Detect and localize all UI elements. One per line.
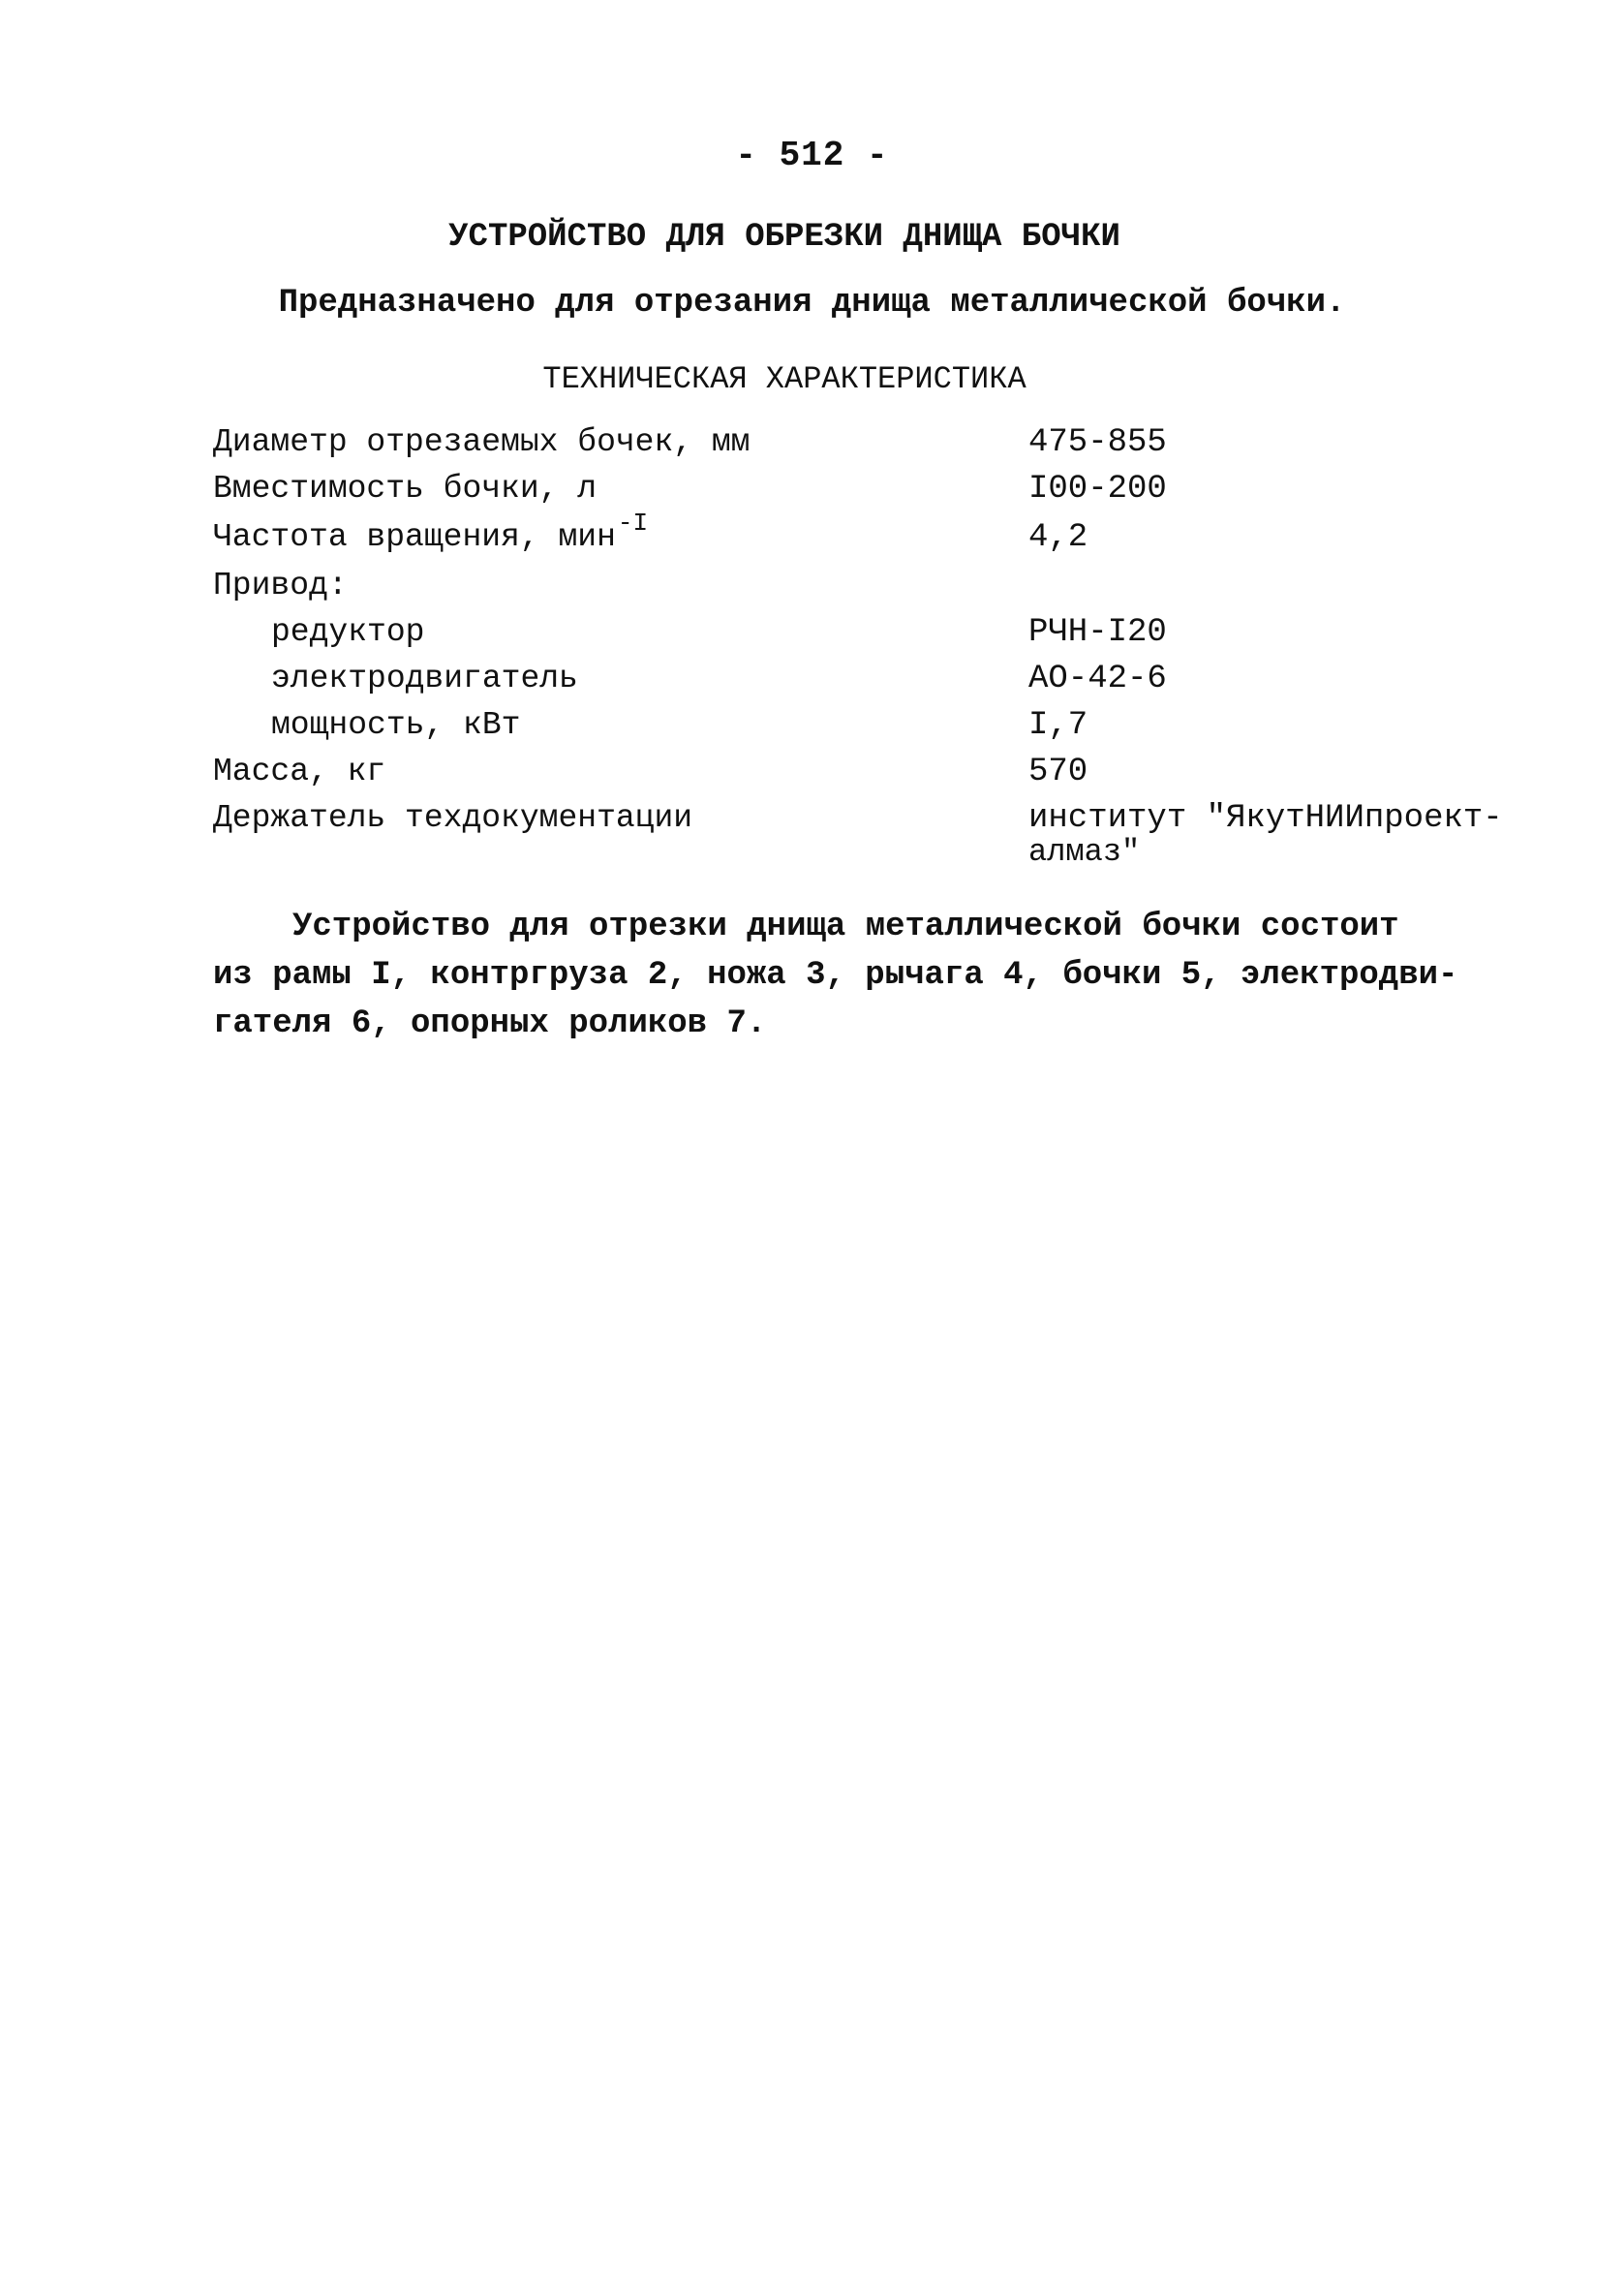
document-title: УСТРОЙСТВО ДЛЯ ОБРЕЗКИ ДНИЩА БОЧКИ (448, 219, 1120, 256)
page-number: - 512 - (735, 136, 889, 175)
spec-value-holder-line2: алмаз" (1028, 834, 1141, 870)
spec-label-drive: Привод: (213, 568, 348, 603)
spec-value-diameter: 475-855 (1028, 424, 1167, 461)
spec-label-reducer: редуктор (271, 614, 425, 650)
spec-value-holder-line1: институт "ЯкутНИИпроект- (1028, 800, 1503, 837)
spec-label-rotation-text: Частота вращения, мин (213, 519, 616, 555)
spec-value-power: I,7 (1028, 707, 1088, 744)
spec-value-reducer: РЧН-I20 (1028, 614, 1167, 651)
spec-label-power: мощность, кВт (271, 707, 521, 743)
description-line-2: из рамы I, контргруза 2, ножа 3, рычага 4, бочки 5, электродви- (213, 957, 1458, 994)
document-purpose: Предназначено для отрезания днища металлической бочки. (278, 285, 1346, 322)
description-line-1: Устройство для отрезки днища металлической бочки состоит (292, 909, 1399, 945)
spec-value-capacity: I00-200 (1028, 471, 1167, 508)
spec-label-capacity: Вместимость бочки, л (213, 471, 598, 507)
specs-heading: ТЕХНИЧЕСКАЯ ХАРАКТЕРИСТИКА (542, 361, 1026, 397)
spec-label-diameter: Диаметр отрезаемых бочек, мм (213, 424, 751, 460)
spec-label-rotation-superscript: -I (617, 509, 649, 538)
spec-value-mass: 570 (1028, 754, 1088, 790)
spec-label-holder: Держатель техдокументации (213, 800, 693, 836)
spec-value-motor: АО-42-6 (1028, 661, 1167, 697)
description-line-3: гателя 6, опорных роликов 7. (213, 1005, 767, 1042)
spec-value-rotation: 4,2 (1028, 519, 1088, 556)
spec-label-rotation (213, 509, 649, 555)
spec-label-mass: Масса, кг (213, 754, 386, 789)
spec-label-motor: электродвигатель (271, 661, 578, 696)
